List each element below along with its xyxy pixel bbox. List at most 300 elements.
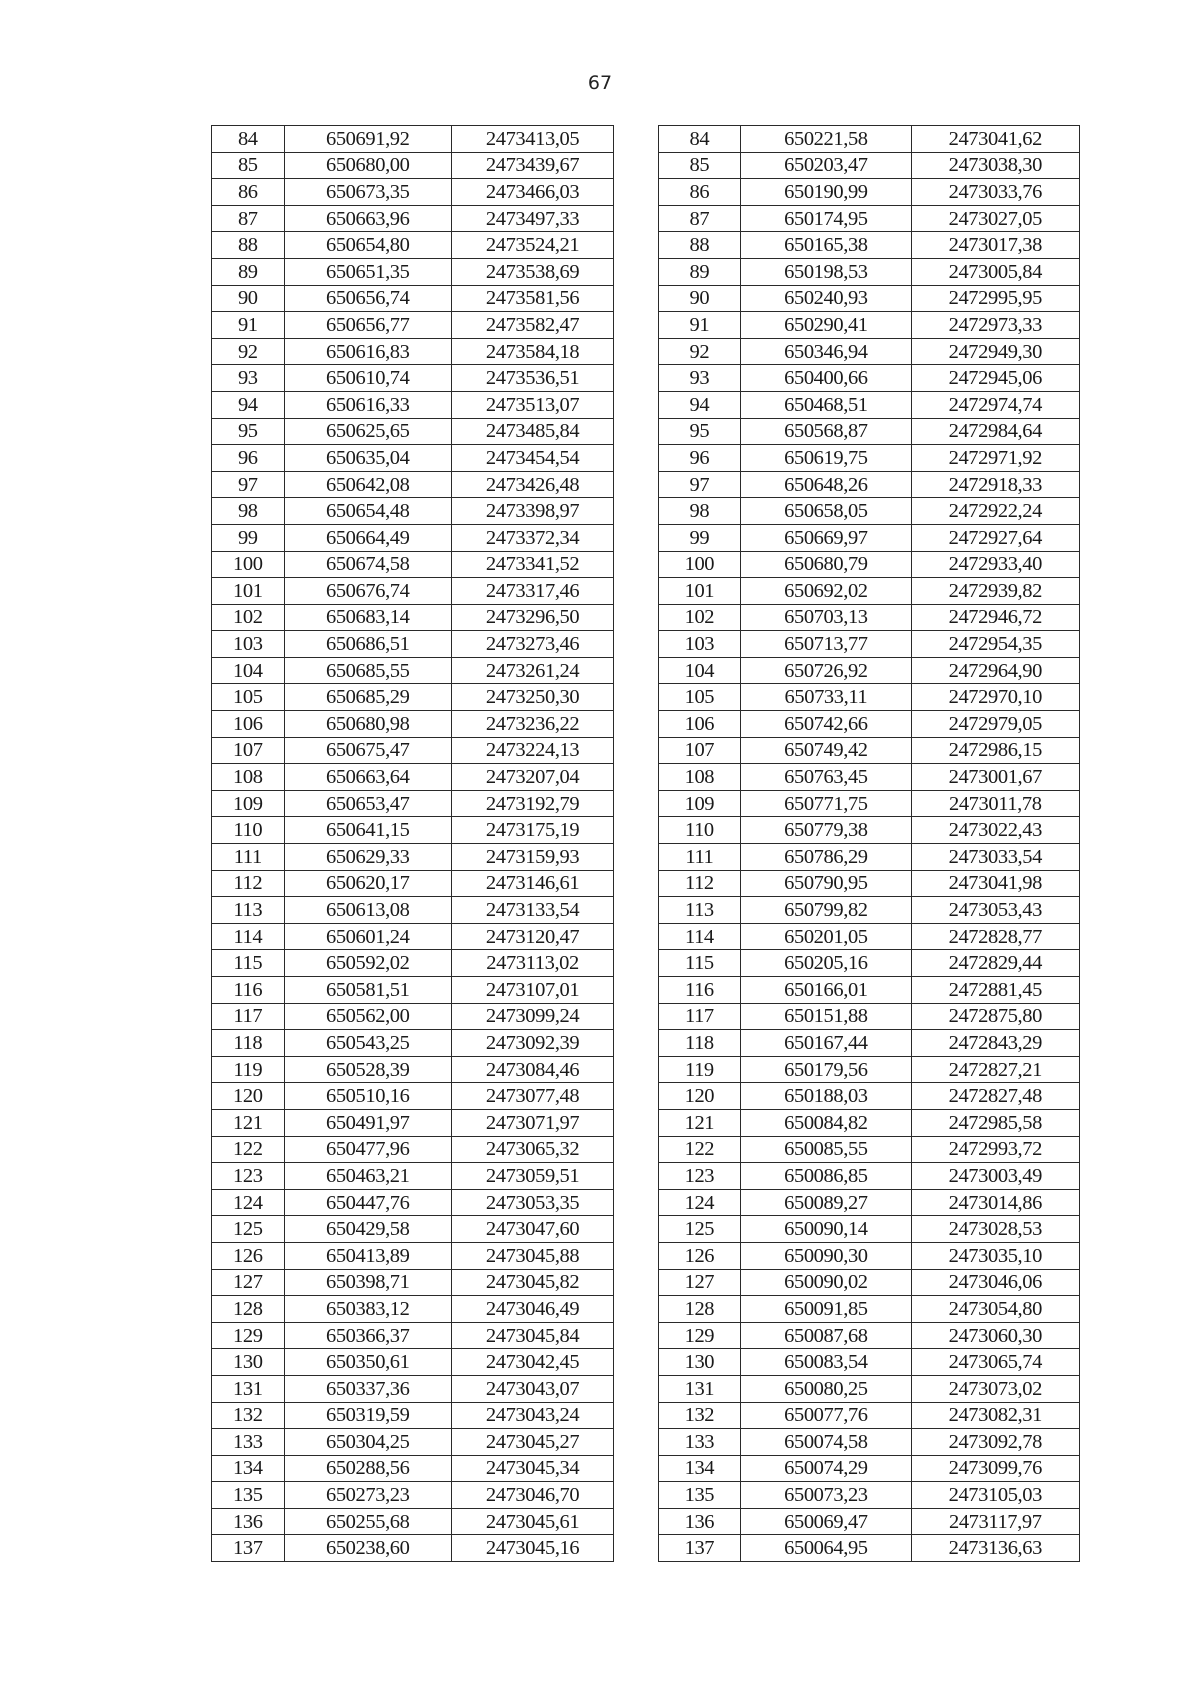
table-row xyxy=(212,1296,1080,1323)
left-y-coordinate: 2473582,47 xyxy=(451,312,613,339)
right-y-coordinate: 2472984,64 xyxy=(911,418,1079,445)
left-point-number: 84 xyxy=(212,126,285,153)
left-y-coordinate: 2473261,24 xyxy=(451,657,613,684)
table-row xyxy=(212,418,1080,445)
right-x-coordinate: 650074,58 xyxy=(741,1429,911,1456)
left-point-number: 96 xyxy=(212,445,285,472)
right-x-coordinate: 650091,85 xyxy=(741,1296,911,1323)
right-y-coordinate: 2472979,05 xyxy=(911,711,1079,738)
right-x-coordinate: 650733,11 xyxy=(741,684,911,711)
left-y-coordinate: 2473046,49 xyxy=(451,1296,613,1323)
left-y-coordinate: 2473133,54 xyxy=(451,897,613,924)
left-point-number: 128 xyxy=(212,1296,285,1323)
table-row xyxy=(212,1083,1080,1110)
right-y-coordinate: 2473092,78 xyxy=(911,1429,1079,1456)
left-point-number: 123 xyxy=(212,1163,285,1190)
table-row xyxy=(212,870,1080,897)
column-gap xyxy=(614,1109,658,1136)
column-gap xyxy=(614,258,658,285)
column-gap xyxy=(614,1296,658,1323)
table-row xyxy=(212,285,1080,312)
left-x-coordinate: 650620,17 xyxy=(284,870,451,897)
left-y-coordinate: 2473045,82 xyxy=(451,1269,613,1296)
column-gap xyxy=(614,338,658,365)
right-x-coordinate: 650089,27 xyxy=(741,1189,911,1216)
left-y-coordinate: 2473099,24 xyxy=(451,1003,613,1030)
right-y-coordinate: 2472918,33 xyxy=(911,471,1079,498)
table-row xyxy=(212,312,1080,339)
column-gap xyxy=(614,790,658,817)
table-row xyxy=(212,1429,1080,1456)
right-point-number: 125 xyxy=(658,1216,741,1243)
column-gap xyxy=(614,1056,658,1083)
left-y-coordinate: 2473059,51 xyxy=(451,1163,613,1190)
right-point-number: 120 xyxy=(658,1083,741,1110)
right-point-number: 102 xyxy=(658,604,741,631)
right-y-coordinate: 2472827,48 xyxy=(911,1083,1079,1110)
table-row xyxy=(212,1242,1080,1269)
left-y-coordinate: 2473107,01 xyxy=(451,977,613,1004)
table-row xyxy=(212,657,1080,684)
left-x-coordinate: 650447,76 xyxy=(284,1189,451,1216)
left-x-coordinate: 650641,15 xyxy=(284,817,451,844)
right-point-number: 132 xyxy=(658,1402,741,1429)
table-row xyxy=(212,445,1080,472)
right-x-coordinate: 650763,45 xyxy=(741,764,911,791)
left-point-number: 101 xyxy=(212,578,285,605)
left-y-coordinate: 2473053,35 xyxy=(451,1189,613,1216)
left-point-number: 110 xyxy=(212,817,285,844)
right-point-number: 115 xyxy=(658,950,741,977)
right-x-coordinate: 650190,99 xyxy=(741,179,911,206)
table-row xyxy=(212,1003,1080,1030)
right-point-number: 128 xyxy=(658,1296,741,1323)
left-point-number: 99 xyxy=(212,524,285,551)
left-x-coordinate: 650676,74 xyxy=(284,578,451,605)
table-row xyxy=(212,923,1080,950)
left-point-number: 133 xyxy=(212,1429,285,1456)
right-x-coordinate: 650703,13 xyxy=(741,604,911,631)
right-point-number: 100 xyxy=(658,551,741,578)
left-x-coordinate: 650288,56 xyxy=(284,1455,451,1482)
right-x-coordinate: 650568,87 xyxy=(741,418,911,445)
column-gap xyxy=(614,391,658,418)
column-gap xyxy=(614,1030,658,1057)
left-x-coordinate: 650664,49 xyxy=(284,524,451,551)
column-gap xyxy=(614,1136,658,1163)
left-y-coordinate: 2473236,22 xyxy=(451,711,613,738)
right-y-coordinate: 2473041,62 xyxy=(911,126,1079,153)
left-x-coordinate: 650477,96 xyxy=(284,1136,451,1163)
right-point-number: 84 xyxy=(658,126,741,153)
right-y-coordinate: 2472843,29 xyxy=(911,1030,1079,1057)
left-y-coordinate: 2473485,84 xyxy=(451,418,613,445)
left-x-coordinate: 650656,77 xyxy=(284,312,451,339)
left-point-number: 120 xyxy=(212,1083,285,1110)
left-x-coordinate: 650663,64 xyxy=(284,764,451,791)
column-gap xyxy=(614,1242,658,1269)
column-gap xyxy=(614,551,658,578)
column-gap xyxy=(614,923,658,950)
left-x-coordinate: 650601,24 xyxy=(284,923,451,950)
table-row xyxy=(212,1322,1080,1349)
right-x-coordinate: 650188,03 xyxy=(741,1083,911,1110)
right-point-number: 121 xyxy=(658,1109,741,1136)
right-point-number: 134 xyxy=(658,1455,741,1482)
left-point-number: 124 xyxy=(212,1189,285,1216)
left-y-coordinate: 2473045,88 xyxy=(451,1242,613,1269)
left-x-coordinate: 650366,37 xyxy=(284,1322,451,1349)
right-point-number: 93 xyxy=(658,365,741,392)
left-point-number: 94 xyxy=(212,391,285,418)
right-point-number: 133 xyxy=(658,1429,741,1456)
column-gap xyxy=(614,764,658,791)
right-x-coordinate: 650064,95 xyxy=(741,1535,911,1562)
table-row xyxy=(212,764,1080,791)
page-number: 67 xyxy=(587,72,613,94)
right-y-coordinate: 2473073,02 xyxy=(911,1375,1079,1402)
left-point-number: 111 xyxy=(212,844,285,871)
table-row xyxy=(212,604,1080,631)
table-row xyxy=(212,232,1080,259)
column-gap xyxy=(614,232,658,259)
table-row xyxy=(212,790,1080,817)
left-point-number: 129 xyxy=(212,1322,285,1349)
right-x-coordinate: 650086,85 xyxy=(741,1163,911,1190)
right-point-number: 96 xyxy=(658,445,741,472)
left-x-coordinate: 650610,74 xyxy=(284,365,451,392)
left-point-number: 93 xyxy=(212,365,285,392)
right-y-coordinate: 2472954,35 xyxy=(911,631,1079,658)
left-x-coordinate: 650680,98 xyxy=(284,711,451,738)
left-point-number: 100 xyxy=(212,551,285,578)
right-y-coordinate: 2473136,63 xyxy=(911,1535,1079,1562)
left-point-number: 103 xyxy=(212,631,285,658)
right-point-number: 129 xyxy=(658,1322,741,1349)
left-point-number: 116 xyxy=(212,977,285,1004)
table-row xyxy=(212,631,1080,658)
right-y-coordinate: 2473041,98 xyxy=(911,870,1079,897)
left-point-number: 114 xyxy=(212,923,285,950)
left-y-coordinate: 2473466,03 xyxy=(451,179,613,206)
left-x-coordinate: 650685,55 xyxy=(284,657,451,684)
table-row xyxy=(212,1508,1080,1535)
right-x-coordinate: 650074,29 xyxy=(741,1455,911,1482)
table-row xyxy=(212,1216,1080,1243)
left-y-coordinate: 2473046,70 xyxy=(451,1482,613,1509)
left-y-coordinate: 2473224,13 xyxy=(451,737,613,764)
right-y-coordinate: 2473082,31 xyxy=(911,1402,1079,1429)
right-y-coordinate: 2473060,30 xyxy=(911,1322,1079,1349)
table-row xyxy=(212,1349,1080,1376)
left-point-number: 117 xyxy=(212,1003,285,1030)
left-x-coordinate: 650686,51 xyxy=(284,631,451,658)
left-x-coordinate: 650674,58 xyxy=(284,551,451,578)
right-y-coordinate: 2472973,33 xyxy=(911,312,1079,339)
left-point-number: 106 xyxy=(212,711,285,738)
left-y-coordinate: 2473538,69 xyxy=(451,258,613,285)
right-x-coordinate: 650468,51 xyxy=(741,391,911,418)
table-row xyxy=(212,844,1080,871)
column-gap xyxy=(614,312,658,339)
right-point-number: 131 xyxy=(658,1375,741,1402)
right-x-coordinate: 650680,79 xyxy=(741,551,911,578)
left-point-number: 90 xyxy=(212,285,285,312)
left-y-coordinate: 2473192,79 xyxy=(451,790,613,817)
right-x-coordinate: 650084,82 xyxy=(741,1109,911,1136)
right-point-number: 89 xyxy=(658,258,741,285)
right-y-coordinate: 2473053,43 xyxy=(911,897,1079,924)
right-x-coordinate: 650742,66 xyxy=(741,711,911,738)
right-y-coordinate: 2472933,40 xyxy=(911,551,1079,578)
left-point-number: 107 xyxy=(212,737,285,764)
right-y-coordinate: 2472939,82 xyxy=(911,578,1079,605)
right-y-coordinate: 2473011,78 xyxy=(911,790,1079,817)
column-gap xyxy=(614,1163,658,1190)
left-point-number: 134 xyxy=(212,1455,285,1482)
left-y-coordinate: 2473250,30 xyxy=(451,684,613,711)
column-gap xyxy=(614,1349,658,1376)
right-x-coordinate: 650174,95 xyxy=(741,205,911,232)
column-gap xyxy=(614,152,658,179)
right-x-coordinate: 650799,82 xyxy=(741,897,911,924)
left-x-coordinate: 650543,25 xyxy=(284,1030,451,1057)
right-y-coordinate: 2473028,53 xyxy=(911,1216,1079,1243)
column-gap xyxy=(614,897,658,924)
left-x-coordinate: 650350,61 xyxy=(284,1349,451,1376)
left-x-coordinate: 650238,60 xyxy=(284,1535,451,1562)
right-point-number: 105 xyxy=(658,684,741,711)
left-point-number: 118 xyxy=(212,1030,285,1057)
right-y-coordinate: 2473017,38 xyxy=(911,232,1079,259)
table-row xyxy=(212,391,1080,418)
right-y-coordinate: 2473033,54 xyxy=(911,844,1079,871)
right-point-number: 87 xyxy=(658,205,741,232)
table-row xyxy=(212,1136,1080,1163)
right-x-coordinate: 650198,53 xyxy=(741,258,911,285)
column-gap xyxy=(614,1003,658,1030)
table-row xyxy=(212,179,1080,206)
table-row xyxy=(212,1163,1080,1190)
left-y-coordinate: 2473426,48 xyxy=(451,471,613,498)
left-x-coordinate: 650635,04 xyxy=(284,445,451,472)
right-x-coordinate: 650090,14 xyxy=(741,1216,911,1243)
left-y-coordinate: 2473045,84 xyxy=(451,1322,613,1349)
left-y-coordinate: 2473045,61 xyxy=(451,1508,613,1535)
left-y-coordinate: 2473536,51 xyxy=(451,365,613,392)
left-point-number: 92 xyxy=(212,338,285,365)
left-x-coordinate: 650651,35 xyxy=(284,258,451,285)
left-point-number: 132 xyxy=(212,1402,285,1429)
table-row xyxy=(212,152,1080,179)
column-gap xyxy=(614,870,658,897)
right-y-coordinate: 2473001,67 xyxy=(911,764,1079,791)
right-y-coordinate: 2472995,95 xyxy=(911,285,1079,312)
column-gap xyxy=(614,498,658,525)
column-gap xyxy=(614,1535,658,1562)
column-gap xyxy=(614,1269,658,1296)
right-point-number: 106 xyxy=(658,711,741,738)
table-row xyxy=(212,126,1080,153)
column-gap xyxy=(614,1216,658,1243)
right-point-number: 104 xyxy=(658,657,741,684)
right-point-number: 108 xyxy=(658,764,741,791)
right-point-number: 94 xyxy=(658,391,741,418)
left-point-number: 113 xyxy=(212,897,285,924)
left-x-coordinate: 650562,00 xyxy=(284,1003,451,1030)
left-point-number: 127 xyxy=(212,1269,285,1296)
right-point-number: 137 xyxy=(658,1535,741,1562)
right-y-coordinate: 2472945,06 xyxy=(911,365,1079,392)
right-y-coordinate: 2472971,92 xyxy=(911,445,1079,472)
right-x-coordinate: 650400,66 xyxy=(741,365,911,392)
right-point-number: 126 xyxy=(658,1242,741,1269)
column-gap xyxy=(614,524,658,551)
right-x-coordinate: 650077,76 xyxy=(741,1402,911,1429)
left-x-coordinate: 650413,89 xyxy=(284,1242,451,1269)
left-y-coordinate: 2473042,45 xyxy=(451,1349,613,1376)
right-x-coordinate: 650069,47 xyxy=(741,1508,911,1535)
right-x-coordinate: 650658,05 xyxy=(741,498,911,525)
right-point-number: 86 xyxy=(658,179,741,206)
left-point-number: 122 xyxy=(212,1136,285,1163)
left-y-coordinate: 2473071,97 xyxy=(451,1109,613,1136)
left-x-coordinate: 650592,02 xyxy=(284,950,451,977)
right-point-number: 135 xyxy=(658,1482,741,1509)
right-y-coordinate: 2472827,21 xyxy=(911,1056,1079,1083)
right-point-number: 97 xyxy=(658,471,741,498)
right-x-coordinate: 650779,38 xyxy=(741,817,911,844)
table-row xyxy=(212,365,1080,392)
left-x-coordinate: 650673,35 xyxy=(284,179,451,206)
right-x-coordinate: 650203,47 xyxy=(741,152,911,179)
right-y-coordinate: 2473014,86 xyxy=(911,1189,1079,1216)
right-y-coordinate: 2473046,06 xyxy=(911,1269,1079,1296)
right-y-coordinate: 2473003,49 xyxy=(911,1163,1079,1190)
left-x-coordinate: 650319,59 xyxy=(284,1402,451,1429)
left-y-coordinate: 2473043,07 xyxy=(451,1375,613,1402)
right-y-coordinate: 2473054,80 xyxy=(911,1296,1079,1323)
right-point-number: 101 xyxy=(658,578,741,605)
column-gap xyxy=(614,285,658,312)
column-gap xyxy=(614,578,658,605)
right-x-coordinate: 650090,30 xyxy=(741,1242,911,1269)
table-row xyxy=(212,498,1080,525)
right-point-number: 91 xyxy=(658,312,741,339)
left-y-coordinate: 2473092,39 xyxy=(451,1030,613,1057)
column-gap xyxy=(614,604,658,631)
left-x-coordinate: 650616,83 xyxy=(284,338,451,365)
right-x-coordinate: 650726,92 xyxy=(741,657,911,684)
left-x-coordinate: 650629,33 xyxy=(284,844,451,871)
column-gap xyxy=(614,1482,658,1509)
column-gap xyxy=(614,1402,658,1429)
right-x-coordinate: 650713,77 xyxy=(741,631,911,658)
right-point-number: 103 xyxy=(658,631,741,658)
right-point-number: 116 xyxy=(658,977,741,1004)
right-x-coordinate: 650085,55 xyxy=(741,1136,911,1163)
left-x-coordinate: 650685,29 xyxy=(284,684,451,711)
right-point-number: 117 xyxy=(658,1003,741,1030)
left-x-coordinate: 650581,51 xyxy=(284,977,451,1004)
right-y-coordinate: 2473027,05 xyxy=(911,205,1079,232)
right-y-coordinate: 2472829,44 xyxy=(911,950,1079,977)
right-point-number: 127 xyxy=(658,1269,741,1296)
right-y-coordinate: 2472875,80 xyxy=(911,1003,1079,1030)
left-point-number: 137 xyxy=(212,1535,285,1562)
right-x-coordinate: 650073,23 xyxy=(741,1482,911,1509)
left-y-coordinate: 2473439,67 xyxy=(451,152,613,179)
left-y-coordinate: 2473045,27 xyxy=(451,1429,613,1456)
left-x-coordinate: 650613,08 xyxy=(284,897,451,924)
left-x-coordinate: 650273,23 xyxy=(284,1482,451,1509)
right-y-coordinate: 2472927,64 xyxy=(911,524,1079,551)
table-row xyxy=(212,737,1080,764)
left-point-number: 88 xyxy=(212,232,285,259)
left-y-coordinate: 2473045,16 xyxy=(451,1535,613,1562)
right-x-coordinate: 650786,29 xyxy=(741,844,911,871)
coordinates-table-body xyxy=(212,126,1080,1562)
left-point-number: 121 xyxy=(212,1109,285,1136)
column-gap xyxy=(614,1375,658,1402)
right-y-coordinate: 2472993,72 xyxy=(911,1136,1079,1163)
table-row xyxy=(212,1109,1080,1136)
table-row xyxy=(212,578,1080,605)
left-x-coordinate: 650463,21 xyxy=(284,1163,451,1190)
right-point-number: 90 xyxy=(658,285,741,312)
left-point-number: 126 xyxy=(212,1242,285,1269)
table-row xyxy=(212,205,1080,232)
right-y-coordinate: 2472970,10 xyxy=(911,684,1079,711)
right-x-coordinate: 650151,88 xyxy=(741,1003,911,1030)
right-x-coordinate: 650648,26 xyxy=(741,471,911,498)
right-x-coordinate: 650166,01 xyxy=(741,977,911,1004)
right-y-coordinate: 2473117,97 xyxy=(911,1508,1079,1535)
right-point-number: 92 xyxy=(658,338,741,365)
right-y-coordinate: 2472881,45 xyxy=(911,977,1079,1004)
column-gap xyxy=(614,1083,658,1110)
right-y-coordinate: 2472985,58 xyxy=(911,1109,1079,1136)
right-y-coordinate: 2472964,90 xyxy=(911,657,1079,684)
right-x-coordinate: 650771,75 xyxy=(741,790,911,817)
column-gap xyxy=(614,737,658,764)
right-point-number: 107 xyxy=(658,737,741,764)
column-gap xyxy=(614,471,658,498)
left-point-number: 85 xyxy=(212,152,285,179)
right-x-coordinate: 650290,41 xyxy=(741,312,911,339)
right-point-number: 130 xyxy=(658,1349,741,1376)
left-point-number: 89 xyxy=(212,258,285,285)
left-y-coordinate: 2473524,21 xyxy=(451,232,613,259)
right-y-coordinate: 2472949,30 xyxy=(911,338,1079,365)
table-row xyxy=(212,258,1080,285)
left-x-coordinate: 650656,74 xyxy=(284,285,451,312)
right-point-number: 109 xyxy=(658,790,741,817)
left-point-number: 125 xyxy=(212,1216,285,1243)
right-y-coordinate: 2472946,72 xyxy=(911,604,1079,631)
left-y-coordinate: 2473413,05 xyxy=(451,126,613,153)
column-gap xyxy=(614,179,658,206)
right-y-coordinate: 2473035,10 xyxy=(911,1242,1079,1269)
left-x-coordinate: 650675,47 xyxy=(284,737,451,764)
left-y-coordinate: 2473043,24 xyxy=(451,1402,613,1429)
right-point-number: 85 xyxy=(658,152,741,179)
left-x-coordinate: 650398,71 xyxy=(284,1269,451,1296)
left-y-coordinate: 2473584,18 xyxy=(451,338,613,365)
column-gap xyxy=(614,445,658,472)
column-gap xyxy=(614,631,658,658)
column-gap xyxy=(614,817,658,844)
